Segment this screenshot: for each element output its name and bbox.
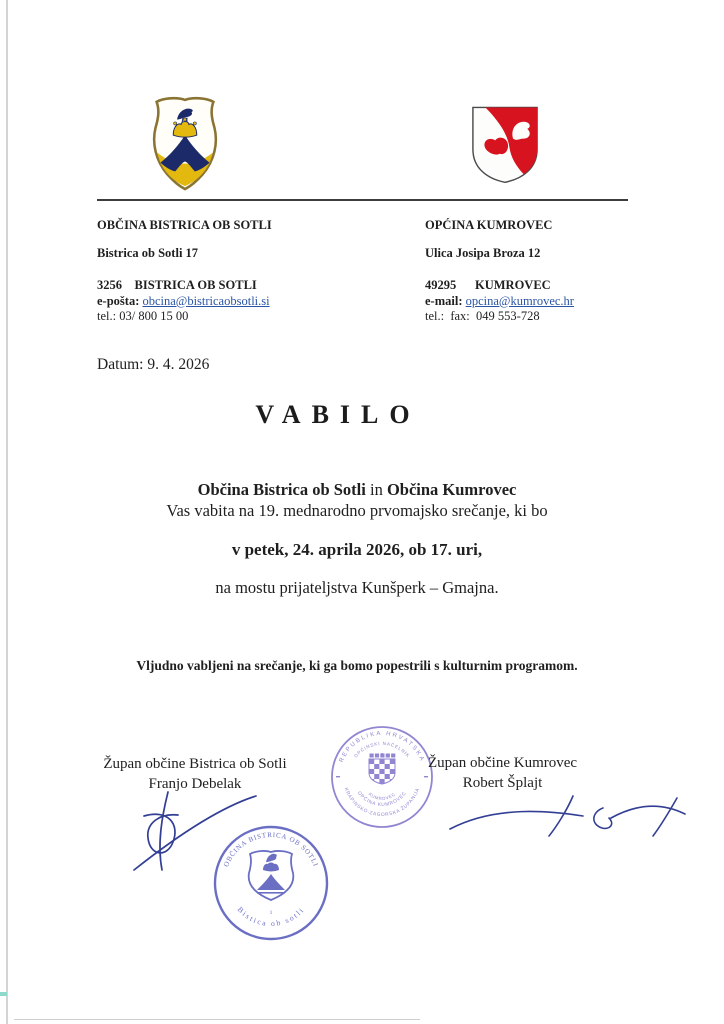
signer-title: Župan občine Bistrica ob Sotli <box>103 756 287 772</box>
stamp-text-place: Bistica ob sotli <box>235 904 307 929</box>
scan-color-mark <box>0 992 7 996</box>
email-label: e-pošta: <box>97 293 143 308</box>
stamp-text-country: REPUBLIKA HRVATSKA <box>338 730 426 764</box>
address-block-bistrica <box>97 218 397 325</box>
signer-name: Robert Šplajt <box>462 775 543 791</box>
phone-line: tel.: 03/ 800 15 00 <box>97 309 189 323</box>
address-block-kumrovec <box>425 218 695 325</box>
street-address: Bistrica ob Sotli 17 <box>97 245 199 260</box>
email-address: opcina@kumrovec.hr <box>465 293 574 308</box>
document-date: Datum: 9. 4. 2026 <box>97 356 210 373</box>
stamp-text-municipality: OPĆINA KUMROVEC <box>355 790 409 809</box>
signer-title: Župan občine Kumrovec <box>427 755 578 771</box>
header-divider <box>97 199 628 201</box>
event-description-line: Vas vabita na 19. mednarodno prvomajsko srečanje, ki bo <box>166 501 548 520</box>
postal-city: 49295 KUMROVEC <box>425 278 551 292</box>
signature-robert-splajt <box>444 787 690 839</box>
signature-franjo-debelak <box>116 786 264 872</box>
stamp-text-municipality: OBČINA BISTRICA OB SOTLI <box>222 830 320 869</box>
postal-city: 3256 BISTRICA OB SOTLI <box>97 278 257 292</box>
event-date-line: v petek, 24. aprila 2026, ob 17. uri, <box>231 540 483 559</box>
scan-edge-artifact-bottom <box>14 1019 420 1020</box>
email-line <box>97 294 397 310</box>
stamp-text-county: KRAPINSKO-ZAGORSKA ŽUPANIJA <box>342 787 422 819</box>
email-label: e-mail: <box>425 293 466 308</box>
signer-name: Franjo Debelak <box>148 776 242 792</box>
bistrica-coat-of-arms-icon <box>147 96 223 192</box>
intro-line <box>50 479 664 500</box>
email-line <box>425 294 695 310</box>
crown-ball <box>193 122 196 125</box>
closing-line: Vljudno vabljeni na srečanje, ki ga bomo popestrili s kulturnim programom. <box>136 658 578 673</box>
stamp-crown <box>370 754 396 758</box>
phone-line: tel.: fax: 049 553-728 <box>425 309 540 323</box>
kumrovec-coat-of-arms-icon <box>465 103 545 185</box>
stamp-text-office: OPĆINSKI NAČELNIK <box>353 740 411 759</box>
crown-ball <box>174 122 177 125</box>
host-municipality-1: Občina Bistrica ob Sotli <box>197 480 366 499</box>
stamp-side-dash <box>336 776 340 777</box>
municipality-name: OBČINA BISTRICA OB SOTLI <box>97 218 272 232</box>
document-title: VABILO <box>255 400 421 429</box>
conjunction: in <box>365 480 387 499</box>
email-address: obcina@bistricaobsotli.si <box>142 293 270 308</box>
invitation-body <box>50 479 664 598</box>
host-municipality-2: Občina Kumrovec <box>386 480 517 499</box>
scan-edge-artifact-left <box>6 0 8 1024</box>
stamp-text-place: KUMROVEC <box>367 791 397 802</box>
event-location-line: na mostu prijateljstva Kunšperk – Gmajna. <box>215 578 499 597</box>
street-address: Ulica Josipa Broza 12 <box>425 245 541 260</box>
crown-ball <box>183 118 186 121</box>
municipality-name: OPĆINA KUMROVEC <box>425 218 553 232</box>
stamp-number: 1 <box>269 910 273 916</box>
